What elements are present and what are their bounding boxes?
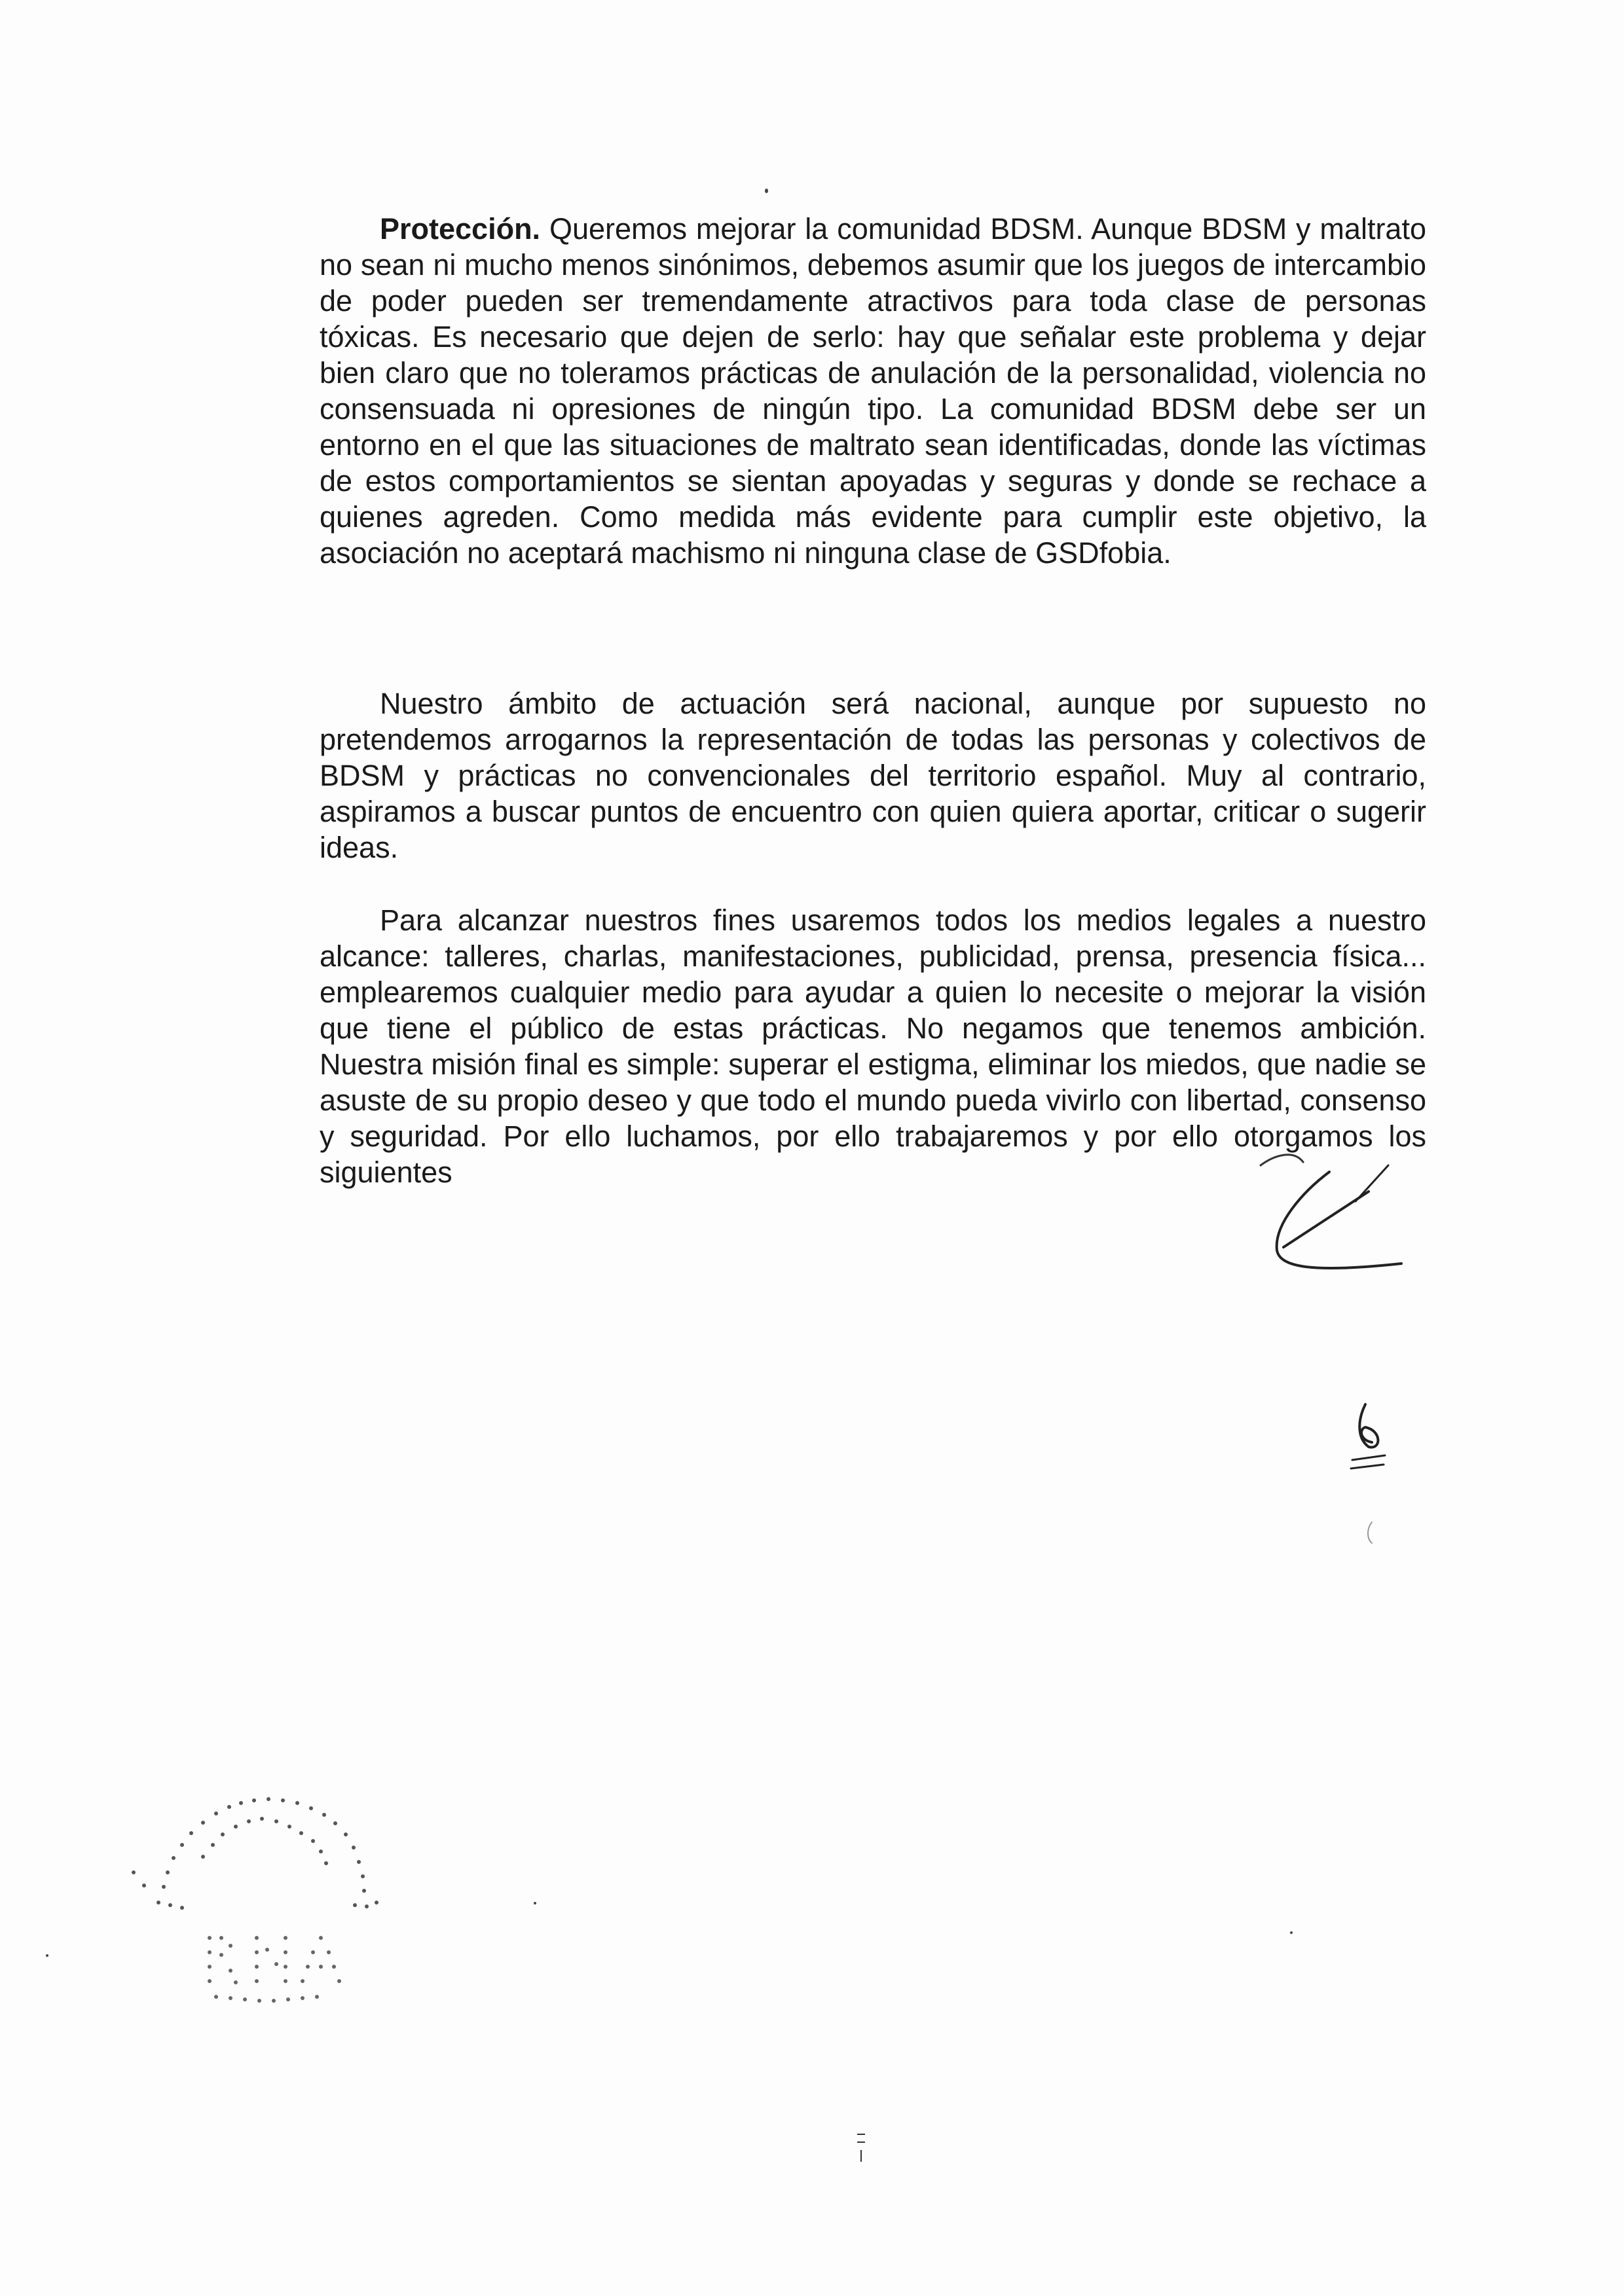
paragraph-proteccion xyxy=(320,211,1426,571)
scan-speck xyxy=(765,189,768,193)
paragraph-body: Queremos mejorar la comunidad BDSM. Aunque BDSM y maltrato no sean ni mucho menos sinónimos, debemos asumir que los juegos de intercambio de poder pueden ser tremendamente atractivos para toda clase de personas tóxicas. Es necesario que dejen de serlo: hay que señalar este problema y dejar bien claro que no toleramos prácticas de anulación de la personalidad, violencia no consensuada ni opresiones de ningún tipo. La comunidad BDSM debe ser un entorno en el que las situaciones de maltrato sean identificadas, donde las víctimas de estos comportamientos se sientan apoyadas y seguras y donde se rechace a quienes agreden. Como medida más evidente para cumplir este objetivo, la asociación no aceptará machismo ni ninguna clase de GSDfobia. xyxy=(320,212,1426,570)
paragraph-text: Para alcanzar nuestros fines usaremos todos los medios legales a nuestro alcance: talleres, charlas, manifestaciones, publicidad, prensa, presencia física... emplearemos cualquier medio para ayudar a quien lo necesite o mejorar la visión que tiene el público de estas prácticas. No negamos que tenemos ambición. Nuestra misión final es simple: superar el estigma, eliminar los miedos, que nadie se asuste de su propio deseo y que todo el mundo pueda vivirlo con libertad, consenso y seguridad. Por ello luchamos, por ello trabajaremos y por ello otorgamos los siguientes xyxy=(320,903,1426,1189)
paragraph-fines xyxy=(320,902,1426,1190)
paragraph-text: Nuestro ámbito de actuación será nacional, aunque por supuesto no pretendemos arrogarnos la representación de todas las personas y colectivos de BDSM y prácticas no convencionales del territorio español. Muy al contrario, aspiramos a buscar puntos de encuentro con quien quiera aportar, criticar o sugerir ideas. xyxy=(320,687,1426,864)
scan-speck xyxy=(46,1954,48,1957)
page-mark xyxy=(855,2128,868,2167)
paragraph-lead: Protección. xyxy=(380,212,541,246)
handwritten-initials xyxy=(1346,1391,1398,1561)
scan-speck xyxy=(534,1902,536,1904)
paragraph-ambito xyxy=(320,685,1426,866)
handwritten-signature xyxy=(1257,1152,1414,1283)
scan-speck xyxy=(1290,1931,1293,1934)
perforated-seal-stamp xyxy=(105,1781,445,2069)
